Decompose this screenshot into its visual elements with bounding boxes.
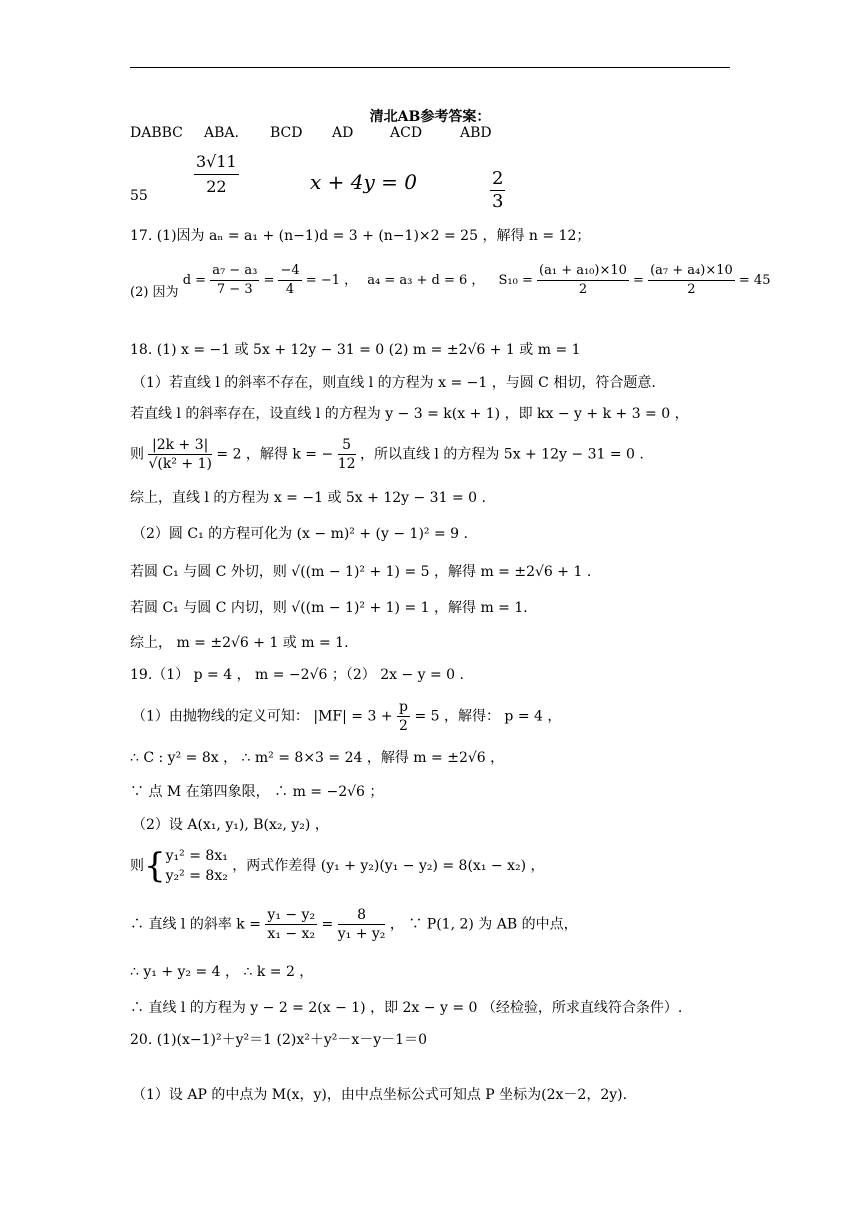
q19-line5: 则{ y₁² = 8x₁ y₂² = 8x₂ ，两式作差得 (y₁ + y₂)(y₁ − y₂) = 8(x₁ − x₂) ， (130, 846, 545, 886)
q18-line1: （1）若直线 l 的斜率不存在，则直线 l 的方程为 x = −1 ，与圆 C 相切，符合题意. (132, 375, 656, 391)
q18-line3: 则 $\frac{|2k + 3|}{\text{√(k² + 1)}}$ = 2 ，解得 k = − $\frac{5}{12}$ ，所以直线 l 的方程为 5x + 12y − 31 = 0 . (130, 437, 644, 472)
choice-answer-6: ABD (460, 125, 492, 141)
fill-answer-16: $\frac{2}{3}$ (492, 168, 504, 212)
q18-line6: 若圆 C₁ 与圆 C 外切，则 √((m − 1)² + 1) = 5 ，解得 m = ±2√6 + 1 . (130, 564, 592, 580)
q19-line1: （1）由抛物线的定义可知： |MF| = 3 + $\frac{p}{2}$ = 5 ，解得： p = 4 ， (132, 699, 562, 734)
choice-answer-4: AD (332, 125, 354, 141)
q18-line2: 若直线 l 的斜率存在，设直线 l 的方程为 y − 3 = k(x + 1) ，即 kx − y + k + 3 = 0 ， (130, 406, 689, 422)
q19-line2: ∴ C : y² = 8x ， ∴ m² = 8×3 = 24 ，解得 m = ±2√6 ， (130, 750, 505, 766)
q17-line2: (2) 因为 d = $\frac{\text{a₇ − a₃}}{7 - 3}$ = $\frac{-4}{4}$ = −1 ， a₄ = a₃ + d = 6 ， S₁₀ = $\frac{\text{(a₁ + a₁₀)×10}}{2}$ = $\frac{\text{(a₇ + a₄)×10}}{2}$ = 45 (130, 263, 771, 300)
choice-answer-1: DABBC (130, 125, 183, 141)
q18-line5: （2）圆 C₁ 的方程可化为 (x − m)² + (y − 1)² = 9 . (132, 526, 468, 542)
header-rule (130, 67, 730, 68)
left-brace: { (144, 846, 166, 886)
q18-head: 18. (1) x = −1 或 5x + 12y − 31 = 0 (2) m = ±2√6 + 1 或 m = 1 (130, 342, 581, 358)
page-title: 清北AB参考答案： (369, 109, 491, 125)
fill-answer-15: x + 4y = 0 (310, 170, 417, 194)
q19-line6: ∴ 直线 l 的斜率 k = $\frac{\text{y₁ − y₂}}{\text{x₁ − x₂}}$ = $\frac{8}{\text{y₁ + y₂}}$ ， ∵ P(1, 2) 为 AB 的中点， (130, 907, 578, 942)
q18-line7: 若圆 C₁ 与圆 C 内切，则 √((m − 1)² + 1) = 1 ，解得 m = 1. (130, 600, 528, 616)
choice-answer-2: ABA. (204, 125, 239, 141)
choice-answer-3: BCD (270, 125, 303, 141)
fill-answer-13: 55 (130, 188, 148, 204)
q19-line4: （2）设 A(x₁, y₁), B(x₂, y₂) ， (132, 817, 329, 833)
q19-head: 19.（1） p = 4 ， m = −2√6 ；（2） 2x − y = 0 . (130, 667, 464, 683)
q19-line8: ∴ 直线 l 的方程为 y − 2 = 2(x − 1) ，即 2x − y = 0 （经检验，所求直线符合条件）. (130, 1000, 683, 1016)
q20-head: 20. (1)(x−1)²＋y²＝1 (2)x²＋y²－x－y－1＝0 (130, 1032, 427, 1048)
q19-line3: ∵ 点 M 在第四象限， ∴ m = −2√6 ； (130, 784, 384, 800)
fill-answer-14: $\frac{3√11}{22}$ (196, 152, 237, 196)
q17-line1: 17. (1)因为 aₙ = a₁ + (n−1)d = 3 + (n−1)×2 = 25 ，解得 n = 12； (130, 228, 591, 244)
q19-line7: ∴ y₁ + y₂ = 4 ， ∴ k = 2 ， (130, 964, 314, 980)
q18-line8: 综上， m = ±2√6 + 1 或 m = 1. (130, 635, 349, 651)
choice-answer-5: ACD (390, 125, 423, 141)
q18-line4: 综上，直线 l 的方程为 x = −1 或 5x + 12y − 31 = 0 . (130, 490, 486, 506)
q20-line1: （1）设 AP 的中点为 M(x，y)，由中点坐标公式可知点 P 坐标为(2x－2，2y). (132, 1087, 628, 1103)
